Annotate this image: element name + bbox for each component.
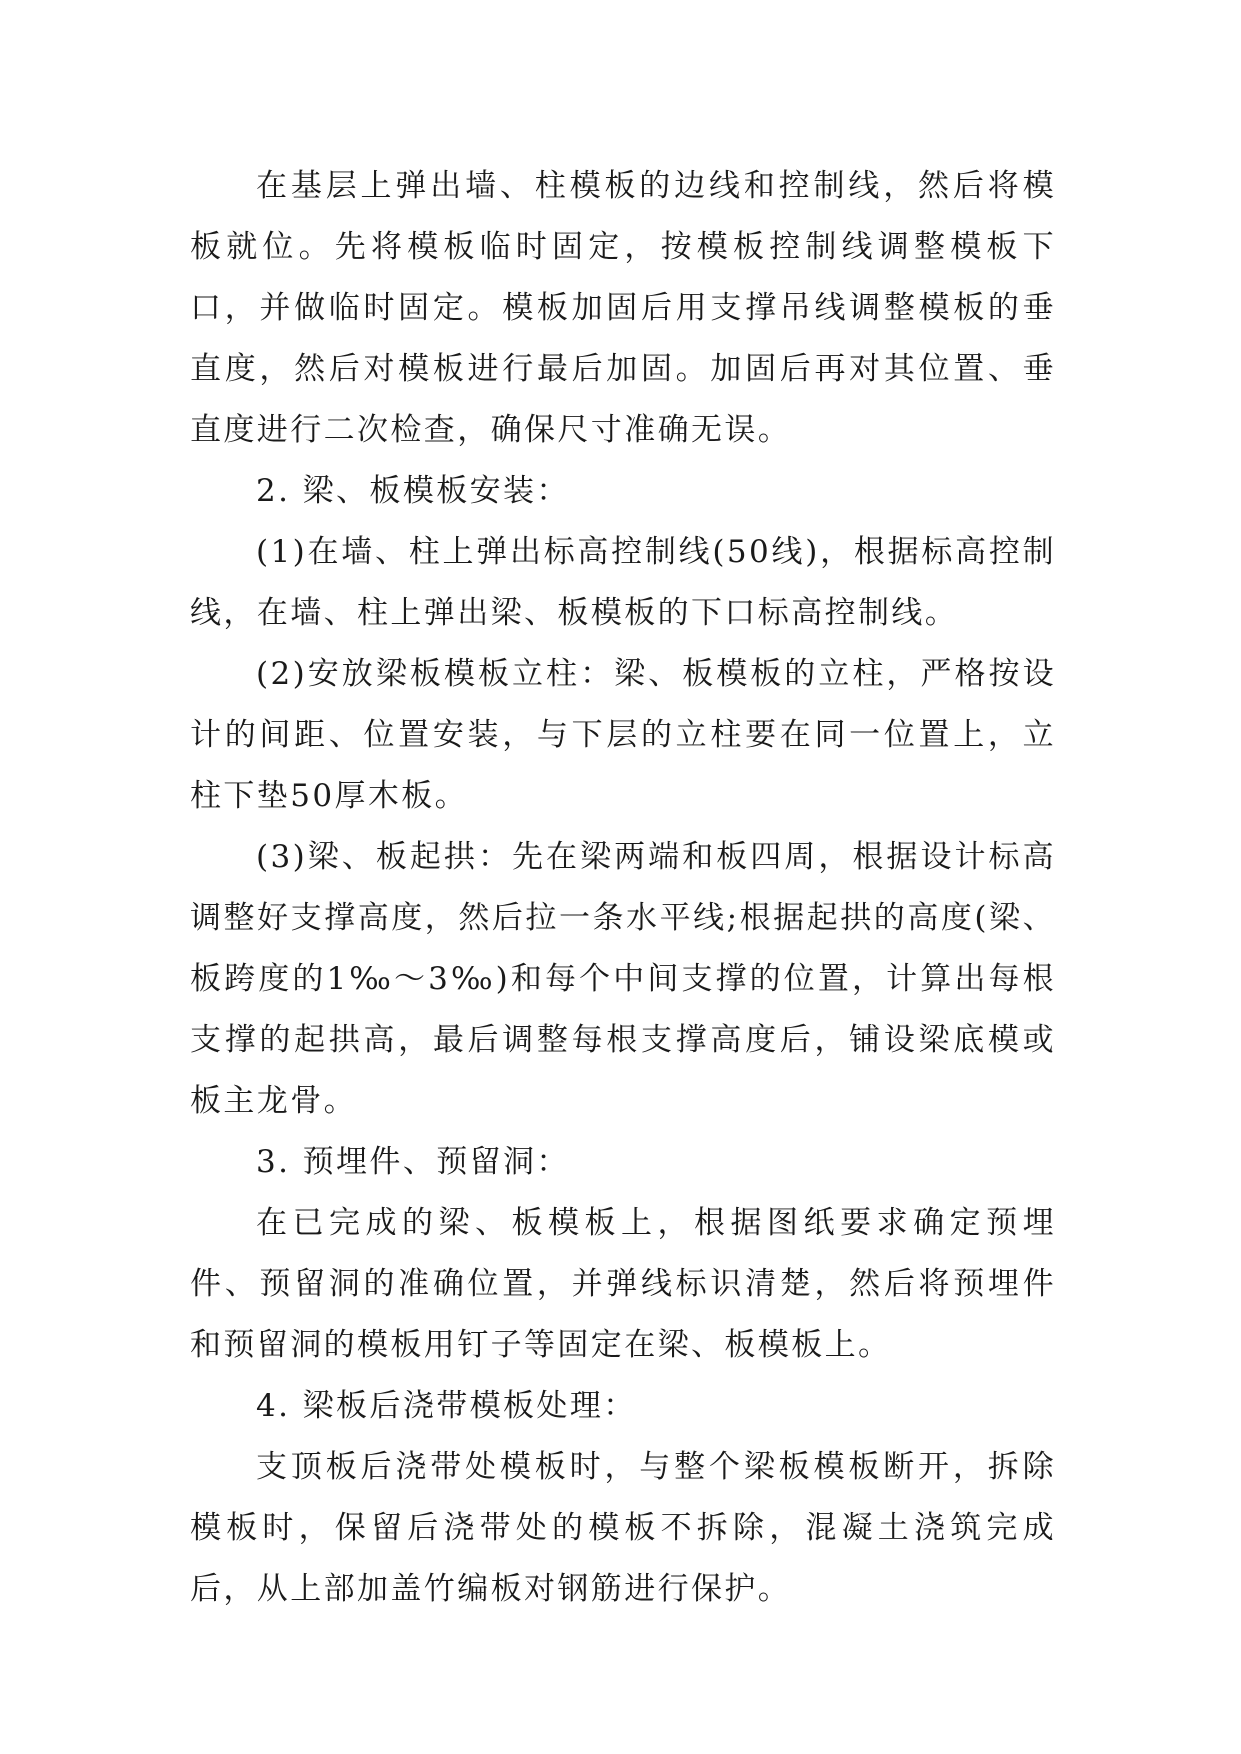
- paragraph-install-posts: (2)安放梁板模板立柱：梁、板模板的立柱，严格按设计的间距、位置安装，与下层的立柱要在同一位置上，立柱下垫50厚木板。: [190, 656, 1056, 814]
- paragraph-embedded-parts: 在已完成的梁、板模板上，根据图纸要求确定预埋件、预留洞的准确位置，并弹线标识清楚，然后将预埋件和预留洞的模板用钉子等固定在梁、板模板上。: [190, 1205, 1056, 1363]
- heading-post-pour-strip: 4. 梁板后浇带模板处理：: [256, 1388, 637, 1424]
- paragraph-post-pour-strip: 支顶板后浇带处模板时，与整个梁板模板断开，拆除模板时，保留后浇带处的模板不拆除，混凝土浇筑完成后，从上部加盖竹编板对钢筋进行保护。: [190, 1449, 1056, 1607]
- paragraph-camber: (3)梁、板起拱：先在梁两端和板四周，根据设计标高调整好支撑高度，然后拉一条水平线;根据起拱的高度(梁、板跨度的1‰～3‰)和每个中间支撑的位置，计算出每根支撑的起拱高，最后调整每根支撑高度后，铺设梁底模或板主龙骨。: [190, 839, 1056, 1119]
- heading-beam-slab-installation: 2. 梁、板模板安装：: [256, 473, 570, 509]
- heading-embedded-parts: 3. 预埋件、预留洞：: [256, 1144, 570, 1180]
- document-body: [190, 156, 1056, 1620]
- paragraph-formwork-positioning: 在基层上弹出墙、柱模板的边线和控制线，然后将模板就位。先将模板临时固定，按模板控制线调整模板下口，并做临时固定。模板加固后用支撑吊线调整模板的垂直度，然后对模板进行最后加固。加固后再对其位置、垂直度进行二次检查，确保尺寸准确无误。: [190, 168, 1056, 448]
- paragraph-elevation-control-line: (1)在墙、柱上弹出标高控制线(50线)，根据标高控制线，在墙、柱上弹出梁、板模板的下口标高控制线。: [190, 534, 1056, 631]
